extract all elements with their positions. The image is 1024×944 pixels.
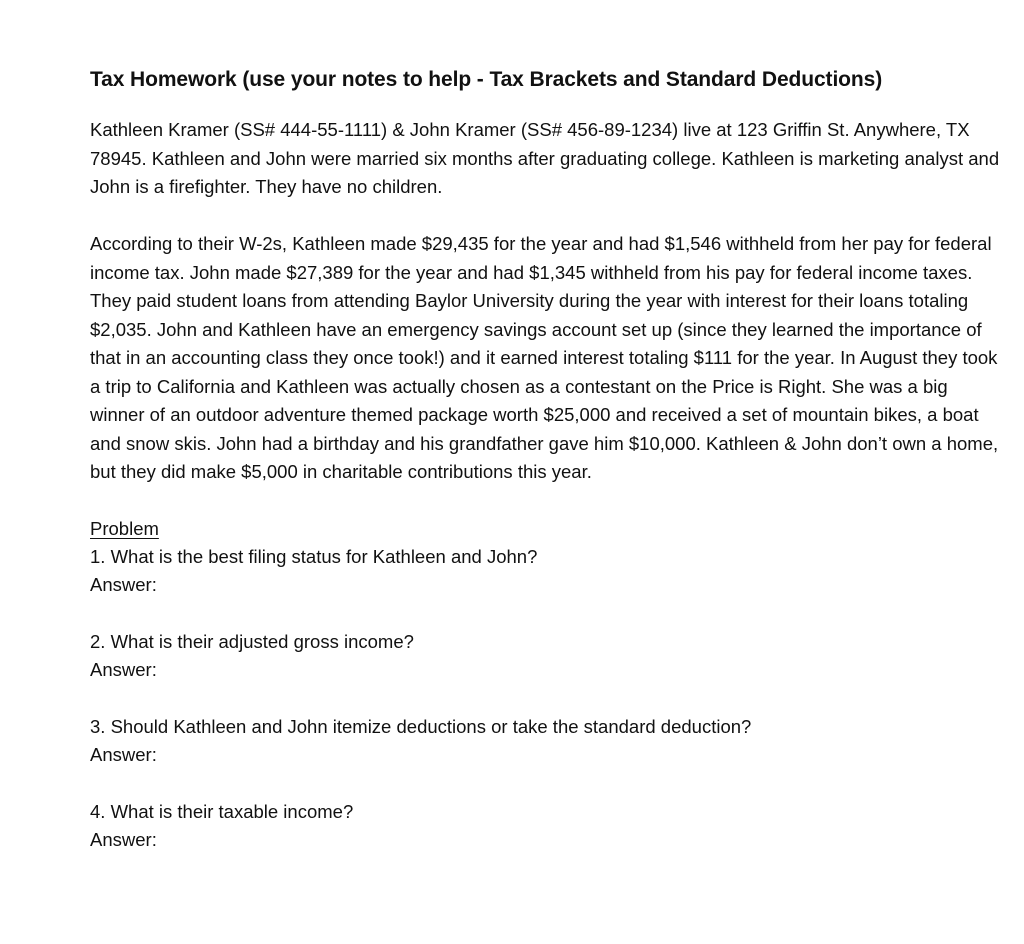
question-text: 2. What is their adjusted gross income? [90,630,414,652]
paragraph-income-details: According to their W-2s, Kathleen made $29,435 for the year and had $1,546 withheld from her pay for federal income tax. John made $27,389 for the year and had $1,345 withheld from his pay for federal income taxes. They paid student loans from attending Baylor University during the year with interest for their loans totaling $2,035. John and Kathleen have an emergency savings account set up (since they learned the importance of that in an accounting class they once took!) and it earned interest totaling $111 for the year. In August they took a trip to California and Kathleen was actually chosen as a contestant on the Price is Right. She was a big winner of an outdoor adventure themed package worth $25,000 and received a set of mountain bikes, a boat and snow skis. John had a birthday and his grandfather gave him $10,000. Kathleen & John don’t own a home, but they did make $5,000 in charitable contributions this year. [90,233,999,482]
question-item [90,713,1005,770]
answer-label: Answer: [90,659,157,680]
problem-heading: Problem [90,517,159,539]
question-text: 3. Should Kathleen and John itemize deductions or take the standard deduction? [90,715,752,737]
question-item [90,798,1005,855]
question-item [90,543,1005,600]
document-title: Tax Homework (use your notes to help - Tax Brackets and Standard Deductions) [90,68,883,91]
answer-label: Answer: [90,744,157,765]
answer-label: Answer: [90,829,157,850]
document-page [90,66,1005,883]
answer-label: Answer: [90,574,157,595]
problem-section [90,515,1005,855]
question-item [90,628,1005,685]
question-text: 4. What is their taxable income? [90,800,354,822]
question-text: 1. What is the best filing status for Kathleen and John? [90,545,538,567]
paragraph-background: Kathleen Kramer (SS# 444-55-1111) & John Kramer (SS# 456-89-1234) live at 123 Griffin St. Anywhere, TX 78945. Kathleen and John were married six months after graduating college. Kathleen is marketing analyst and John is a firefighter. They have no children. [90,119,1000,197]
